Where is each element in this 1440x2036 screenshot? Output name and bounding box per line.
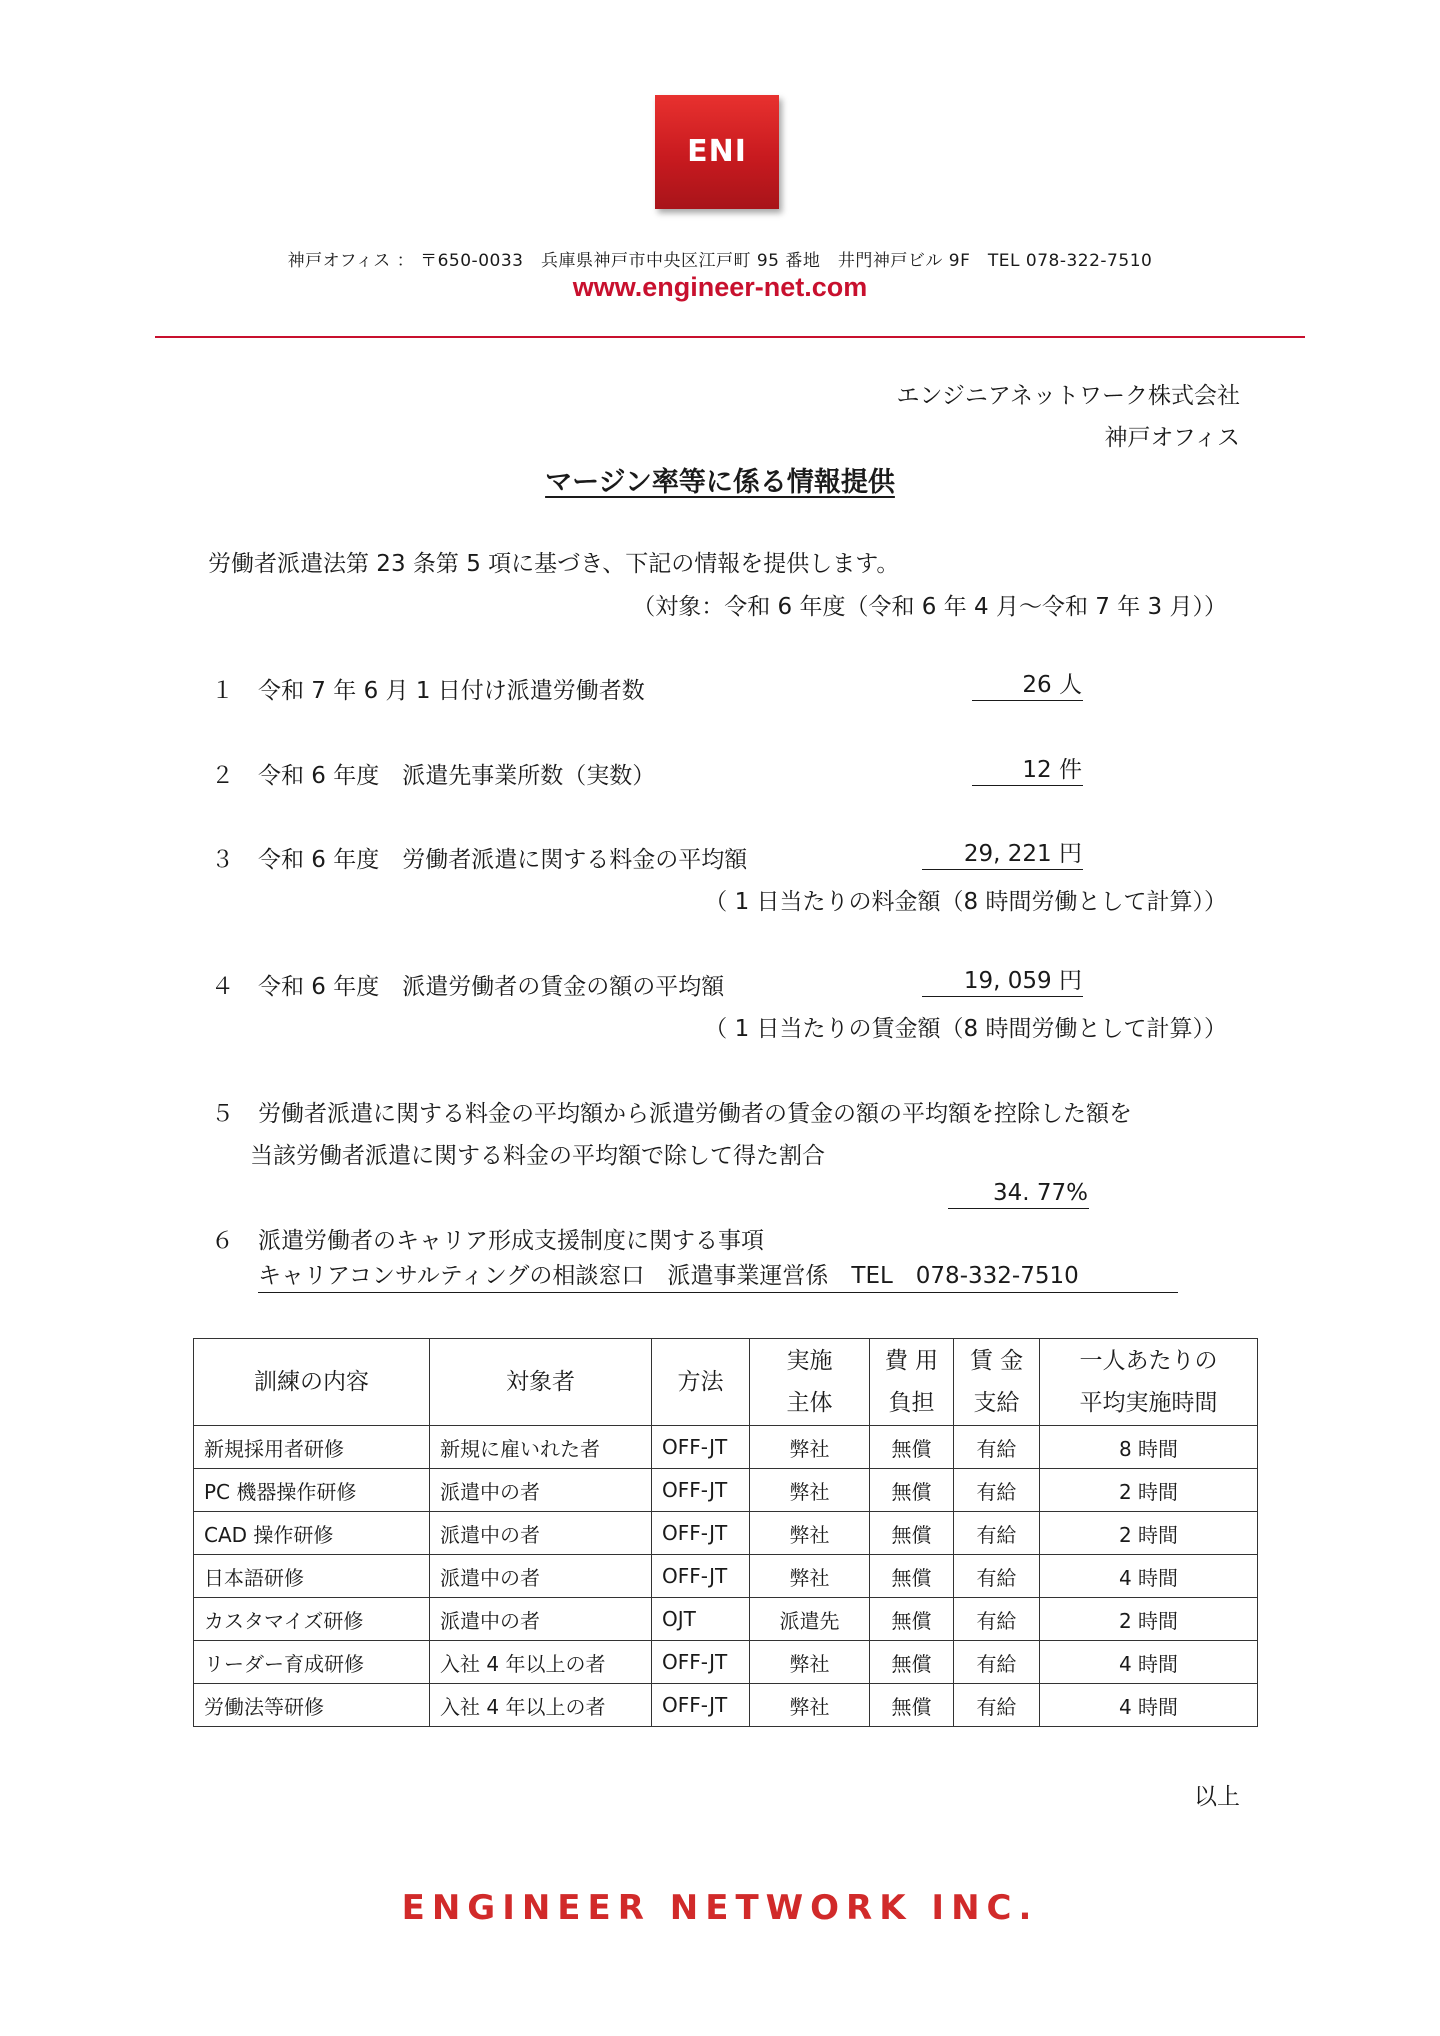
table-row: [194, 1641, 1258, 1684]
table-cell: 無償: [870, 1426, 954, 1469]
column-header: 対象者: [430, 1339, 652, 1426]
intro-text: 労働者派遣法第 23 条第 5 項に基づき、下記の情報を提供します。: [208, 551, 900, 577]
table-cell: 入社 4 年以上の者: [430, 1641, 652, 1684]
table-cell: 無償: [870, 1684, 954, 1727]
item-number: ２: [211, 763, 234, 789]
table-cell: 派遣中の者: [430, 1555, 652, 1598]
closing-text: 以上: [1194, 1784, 1240, 1810]
item-label: 労働者派遣に関する料金の平均額から派遣労働者の賃金の額の平均額を控除した額を: [258, 1101, 1132, 1127]
item-label: 令和 6 年度 派遣労働者の賃金の額の平均額: [258, 974, 725, 1000]
table-cell: 無償: [870, 1555, 954, 1598]
item-number: ６: [211, 1228, 234, 1254]
career-contact: キャリアコンサルティングの相談窓口 派遣事業運営係 TEL 078-332-7510: [258, 1260, 1178, 1293]
item-label: 派遣労働者のキャリア形成支援制度に関する事項: [258, 1228, 764, 1254]
table-cell: 有給: [954, 1598, 1040, 1641]
table-cell: 労働法等研修: [194, 1684, 430, 1727]
footer-brand-logo: ENGINEER NETWORK INC.: [401, 1888, 1039, 1928]
column-header: 方法: [652, 1339, 750, 1426]
column-header: 実施 主体: [750, 1339, 870, 1426]
website-link[interactable]: www.engineer-net.com: [572, 272, 868, 302]
item-note: （ 1 日当たりの料金額（8 時間労働として計算））: [704, 889, 1227, 915]
company-name: エンジニアネットワーク株式会社: [896, 383, 1240, 409]
table-cell: 日本語研修: [194, 1555, 430, 1598]
table-row: [194, 1469, 1258, 1512]
table-cell: 入社 4 年以上の者: [430, 1684, 652, 1727]
table-cell: 弊社: [750, 1469, 870, 1512]
item-value: 34. 77%: [948, 1178, 1089, 1209]
table-cell: OFF-JT: [652, 1426, 750, 1469]
item-label: 令和 6 年度 労働者派遣に関する料金の平均額: [258, 847, 748, 873]
table-cell: 8 時間: [1040, 1426, 1258, 1469]
table-cell: 弊社: [750, 1512, 870, 1555]
target-period: （対象：令和 6 年度（令和 6 年 4 月～令和 7 年 3 月））: [632, 594, 1227, 620]
column-header: 賃 金 支給: [954, 1339, 1040, 1426]
table-cell: 無償: [870, 1641, 954, 1684]
table-cell: 4 時間: [1040, 1641, 1258, 1684]
item-number: ４: [211, 974, 234, 1000]
table-cell: 派遣中の者: [430, 1469, 652, 1512]
item-label: 令和 6 年度 派遣先事業所数（実数）: [258, 763, 656, 789]
table-cell: 派遣中の者: [430, 1512, 652, 1555]
table-cell: 無償: [870, 1512, 954, 1555]
table-cell: 有給: [954, 1426, 1040, 1469]
table-cell: 弊社: [750, 1426, 870, 1469]
item-note: （ 1 日当たりの賃金額（8 時間労働として計算））: [704, 1016, 1227, 1042]
header-divider: [155, 336, 1305, 338]
item-number: ５: [211, 1101, 234, 1127]
table-cell: 弊社: [750, 1555, 870, 1598]
table-cell: CAD 操作研修: [194, 1512, 430, 1555]
table-row: [194, 1598, 1258, 1641]
eni-logo: ENI: [655, 95, 779, 209]
table-cell: OFF-JT: [652, 1684, 750, 1727]
table-cell: 弊社: [750, 1641, 870, 1684]
table-cell: 派遣中の者: [430, 1598, 652, 1641]
table-cell: 4 時間: [1040, 1684, 1258, 1727]
table-cell: OFF-JT: [652, 1512, 750, 1555]
office-address: 神戸オフィス ： 〒650-0033 兵庫県神戸市中央区江戸町 95 番地 井門神戸ビル 9F TEL 078-322-7510: [287, 251, 1153, 271]
item-value: 12 件: [972, 755, 1083, 786]
table-cell: OFF-JT: [652, 1641, 750, 1684]
table-cell: OFF-JT: [652, 1469, 750, 1512]
column-header: 費 用 負担: [870, 1339, 954, 1426]
training-table: [193, 1338, 1258, 1727]
item-label: 令和 7 年 6 月 1 日付け派遣労働者数: [258, 678, 645, 704]
table-cell: 2 時間: [1040, 1469, 1258, 1512]
column-header: 一人あたりの 平均実施時間: [1040, 1339, 1258, 1426]
item-number: １: [211, 678, 234, 704]
item-value: 26 人: [972, 670, 1083, 701]
table-cell: OFF-JT: [652, 1555, 750, 1598]
table-cell: 派遣先: [750, 1598, 870, 1641]
table-cell: 無償: [870, 1469, 954, 1512]
column-header: 訓練の内容: [194, 1339, 430, 1426]
table-cell: 有給: [954, 1512, 1040, 1555]
item-label-continued: 当該労働者派遣に関する料金の平均額で除して得た割合: [250, 1143, 825, 1169]
table-header-row: [194, 1339, 1258, 1426]
table-cell: 弊社: [750, 1684, 870, 1727]
table-cell: リーダー育成研修: [194, 1641, 430, 1684]
table-cell: 4 時間: [1040, 1555, 1258, 1598]
table-row: [194, 1512, 1258, 1555]
table-cell: 2 時間: [1040, 1598, 1258, 1641]
item-value: 19, 059 円: [922, 966, 1083, 997]
item-value: 29, 221 円: [922, 839, 1083, 870]
table-row: [194, 1555, 1258, 1598]
table-row: [194, 1426, 1258, 1469]
table-cell: 新規に雇いれた者: [430, 1426, 652, 1469]
table-cell: 有給: [954, 1641, 1040, 1684]
company-office: 神戸オフィス: [1104, 425, 1240, 451]
table-cell: OJT: [652, 1598, 750, 1641]
document-title: マージン率等に係る情報提供: [545, 467, 895, 498]
table-cell: 有給: [954, 1469, 1040, 1512]
table-cell: 有給: [954, 1684, 1040, 1727]
table-row: [194, 1684, 1258, 1727]
table-cell: カスタマイズ研修: [194, 1598, 430, 1641]
table-cell: 有給: [954, 1555, 1040, 1598]
table-cell: 新規採用者研修: [194, 1426, 430, 1469]
table-cell: 2 時間: [1040, 1512, 1258, 1555]
table-cell: PC 機器操作研修: [194, 1469, 430, 1512]
item-number: ３: [211, 847, 234, 873]
table-cell: 無償: [870, 1598, 954, 1641]
